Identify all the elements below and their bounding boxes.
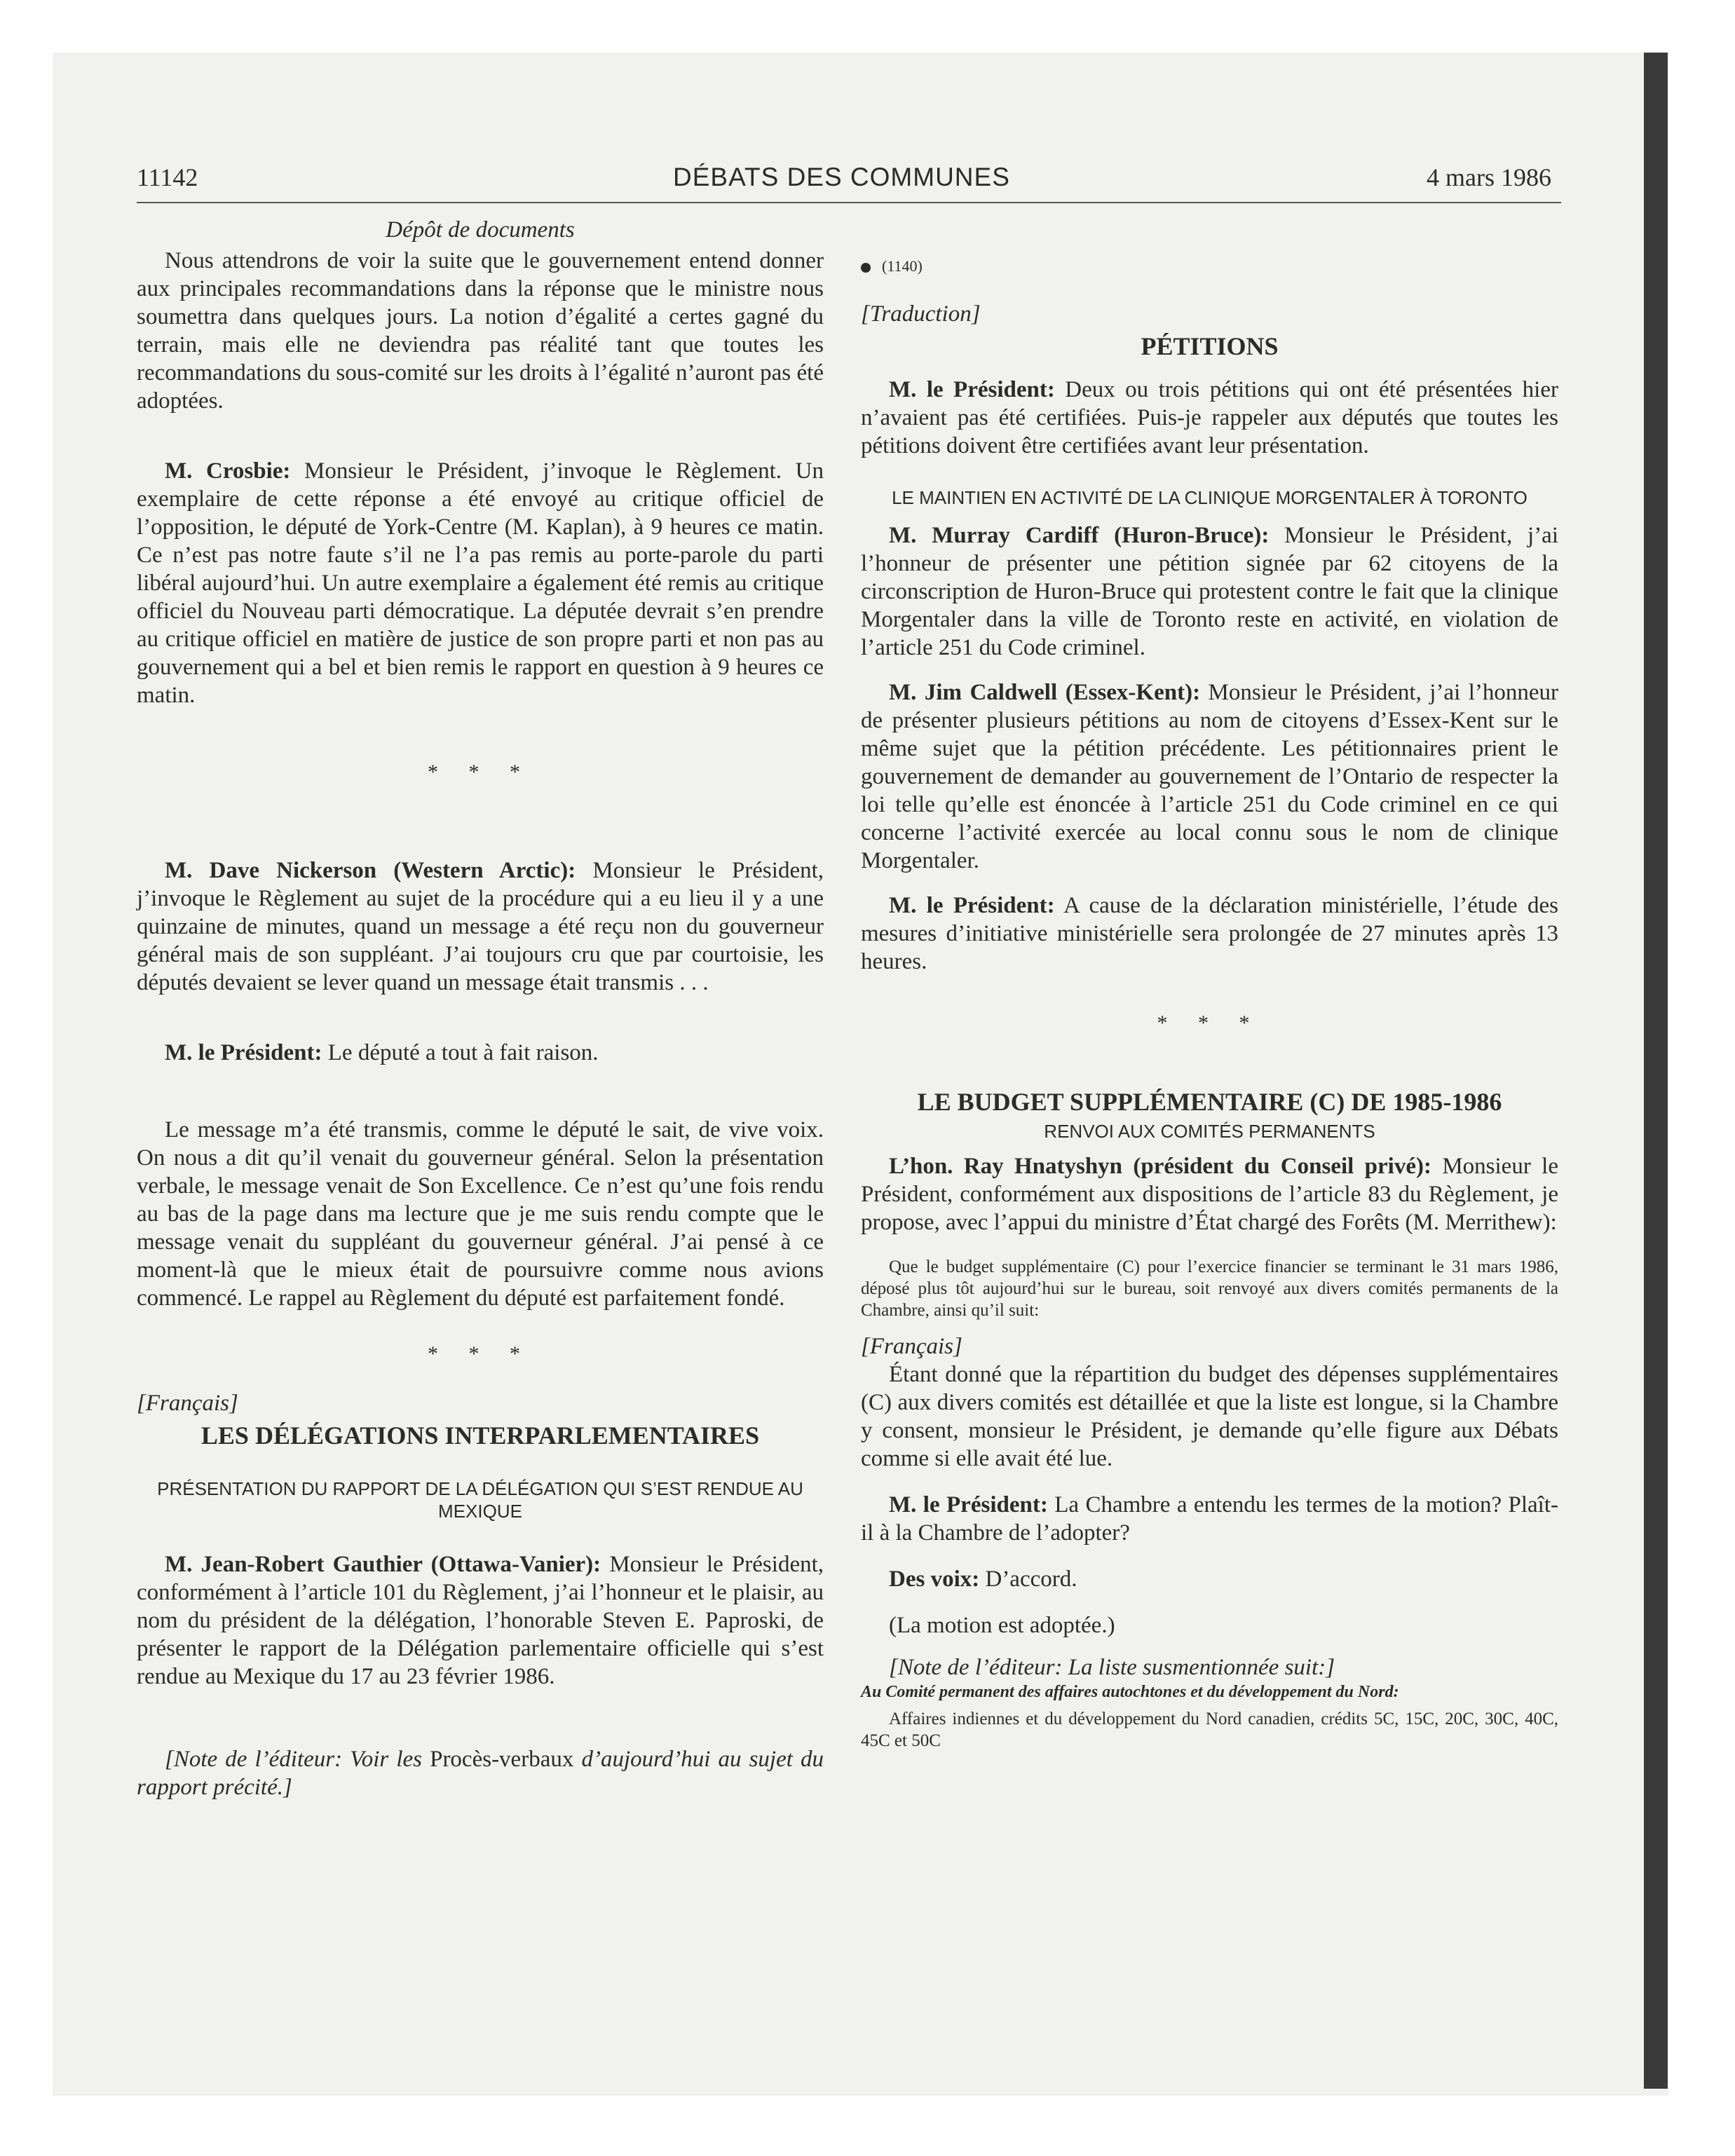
speech-nickerson: [137, 857, 824, 997]
time-marker: [861, 252, 1558, 280]
speaker-name: M. le Président:: [889, 893, 1055, 918]
speaker-name: Des voix:: [889, 1567, 980, 1592]
credits-list: Affaires indiennes et du développement du Nord canadien, crédits 5C, 15C, 20C, 30C, 40C, 45C et 50C: [861, 1710, 1558, 1750]
section-title: LE BUDGET SUPPLÉMENTAIRE (C) DE 1985-1986: [917, 1088, 1502, 1116]
speaker-name: M. Murray Cardiff (Huron-Bruce):: [889, 523, 1270, 548]
speech-text: Monsieur le Président, j’invoque le Règlement. Un exemplaire de cette réponse a été envoyé au critique officiel de l’opposition, le député de York-Centre (M. Kaplan), à 9 heures ce matin. Ce n’est pas notre faute s’il ne l’a pas remis au porte-parole du parti libéral aujourd’hui. Un autre exemplaire a également été remis au critique officiel du Nouveau parti démocratique. La députée devrait s’en prendre au critique officiel en matière de justice de son propre parti et non pas au gouvernement qui a bel et bien remis le rapport en question à 9 heures ce matin.: [137, 458, 824, 708]
speech-president: [861, 892, 1558, 976]
speaker-name: M. Jean-Robert Gauthier (Ottawa-Vanier):: [165, 1552, 601, 1577]
section-separator: * * *: [1157, 1011, 1263, 1035]
section-heading: Dépôt de documents: [386, 217, 575, 243]
note-part: [Note de l’éditeur: Voir les: [165, 1747, 430, 1772]
speech-text: D’accord.: [985, 1567, 1077, 1592]
speaker-name: M. Crosbie:: [165, 458, 291, 484]
section-subtitle: RENVOI AUX COMITÉS PERMANENTS: [1044, 1121, 1375, 1142]
speech-cardiff: [861, 521, 1558, 662]
bullet-icon: [861, 263, 871, 273]
speech-text: Le député a tout à fait raison.: [327, 1040, 599, 1065]
language-marker: [Traduction]: [861, 301, 981, 327]
time-marker-text: (1140): [882, 257, 923, 275]
speech-hnatyshyn: [861, 1152, 1558, 1236]
header-rule: [137, 202, 1561, 203]
speech-text: A cause de la déclaration ministérielle, l’étude des mesures d’initiative ministérielle sera prolongée de 27 minutes après 13 heures.: [861, 893, 1558, 974]
section-separator: * * *: [428, 760, 533, 784]
speech-text: Deux ou trois pétitions qui ont été présentées hier n’avaient pas été certifiées. Puis-je rappeler aux députés que toutes les pétitions doivent être certifiées avant leur présentation.: [861, 377, 1558, 458]
right-column: [861, 252, 1558, 1752]
editor-note: [Note de l’éditeur: La liste susmentionnée suit:]: [889, 1655, 1335, 1680]
paragraph: Étant donné que la répartition du budget des dépenses supplémentaires (C) aux divers comités est détaillée et que la liste est longue, si la Chambre y consent, monsieur le Président, je demande qu’elle figure aux Débats comme si elle avait été lue.: [861, 1362, 1558, 1471]
speech-president: [861, 376, 1558, 460]
speech-president: [137, 1039, 824, 1067]
left-column: [137, 216, 824, 1801]
paragraph: Le message m’a été transmis, comme le député le sait, de vive voix. On nous a dit qu’il venait du gouverneur général. Selon la présentation verbale, le message venait de Son Excellence. Ce n’est qu’une fois rendu au bas de la page dans ma lecture que je me suis rendu compte que le message venait du suppléant du gouverneur général. J’ai pensé à ce moment-là que le mieux était de poursuivre comme nous avions commencé. Le rappel au Règlement du député est parfaitement fondé.: [137, 1117, 824, 1311]
section-title: LES DÉLÉGATIONS INTERPARLEMENTAIRES: [200, 1421, 760, 1449]
committee-heading: Au Comité permanent des affaires autochtones et du développement du Nord:: [861, 1683, 1399, 1701]
speaker-name: M. le Président:: [889, 377, 1055, 402]
section-subtitle: LE MAINTIEN EN ACTIVITÉ DE LA CLINIQUE MORGENTALER À TORONTO: [892, 487, 1528, 508]
page-date: 4 mars 1986: [1427, 163, 1551, 191]
note-part: Procès-verbaux: [430, 1747, 574, 1772]
running-title: DÉBATS DES COMMUNES: [673, 163, 1010, 191]
speaker-name: L’hon. Ray Hnatyshyn (président du Conseil privé):: [889, 1154, 1431, 1179]
section-subtitle: PRÉSENTATION DU RAPPORT DE LA DÉLÉGATION QUI S’EST RENDUE AU MEXIQUE: [157, 1478, 803, 1522]
speech-text: Monsieur le Président, j’invoque le Règlement au sujet de la procédure qui a eu lieu il y a une quinzaine de minutes, quand un message a été reçu non du gouverneur général mais de son suppléant. J’ai toujours cru que par courtoisie, les députés devaient se lever quand un message était transmis . . .: [137, 858, 824, 995]
speech-voix: [861, 1565, 1558, 1593]
speaker-name: M. Dave Nickerson (Western Arctic):: [165, 858, 576, 883]
speech-text: Monsieur le Président, conformément aux dispositions de l’article 83 du Règlement, je propose, avec l’appui du ministre d’État chargé des Forêts (M. Merrithew):: [861, 1154, 1558, 1235]
speech-text: Monsieur le Président, conformément à l’article 101 du Règlement, j’ai l’honneur et le plaisir, au nom du président de la délégation, l’honorable Steven E. Paproski, de présenter le rapport de la Délégation parlementaire officielle qui s’est rendue au Mexique du 17 au 23 février 1986.: [137, 1552, 824, 1689]
motion-text: Que le budget supplémentaire (C) pour l’exercice financier se terminant le 31 mars 1986, déposé plus tôt aujourd’hui sur le bureau, soit renvoyé aux divers comités permanents de la Chambre, ainsi qu’il suit:: [861, 1257, 1558, 1320]
speech-gauthier: [137, 1550, 824, 1691]
language-marker: [Français]: [861, 1334, 962, 1359]
speech-president: [861, 1491, 1558, 1547]
scan-edge: [1644, 53, 1668, 2089]
page-number: 11142: [137, 163, 198, 191]
section-title: PÉTITIONS: [1141, 332, 1279, 360]
section-separator: * * *: [428, 1342, 533, 1365]
speaker-name: M. le Président:: [165, 1040, 322, 1065]
note-part: d’aujourd’hui au sujet du rapport précité.]: [137, 1747, 824, 1800]
speech-crosbie: [137, 457, 824, 709]
language-marker: [Français]: [137, 1391, 238, 1416]
speaker-name: M. le Président:: [889, 1492, 1048, 1517]
speech-text: Monsieur le Président, j’ai l’honneur de présenter une pétition signée par 62 citoyens de la circonscription de Huron-Bruce qui protestent contre le fait que la clinique Morgentaler dans la ville de Toronto reste en activité, en violation de l’article 251 du Code criminel.: [861, 523, 1558, 660]
speech-caldwell: [861, 678, 1558, 875]
speech-text: La Chambre a entendu les termes de la motion? Plaît-il à la Chambre de l’adopter?: [861, 1492, 1558, 1546]
editor-note: [137, 1745, 824, 1801]
motion-result: (La motion est adoptée.): [889, 1613, 1115, 1638]
speech-text: Monsieur le Président, j’ai l’honneur de présenter plusieurs pétitions au nom de citoyens d’Essex-Kent sur le même sujet que la pétition précédente. Les pétitionnaires prient le gouvernement de demander au gouvernement de l’Ontario de respecter la loi telle qu’elle est énoncée à l’article 251 du Code criminel en ce qui concerne l’activité exercée au local connu sous le nom de clinique Morgentaler.: [861, 680, 1559, 873]
paragraph: Nous attendrons de voir la suite que le gouvernement entend donner aux principales recommandations dans la réponse que le ministre nous soumettra dans quelques jours. La notion d’égalité a certes gagné du terrain, mais elle ne deviendra pas réalité tant que toutes les recommandations du sous-comité sur les droits à l’égalité n’auront pas été adoptées.: [137, 248, 824, 414]
speaker-name: M. Jim Caldwell (Essex-Kent):: [889, 680, 1201, 705]
